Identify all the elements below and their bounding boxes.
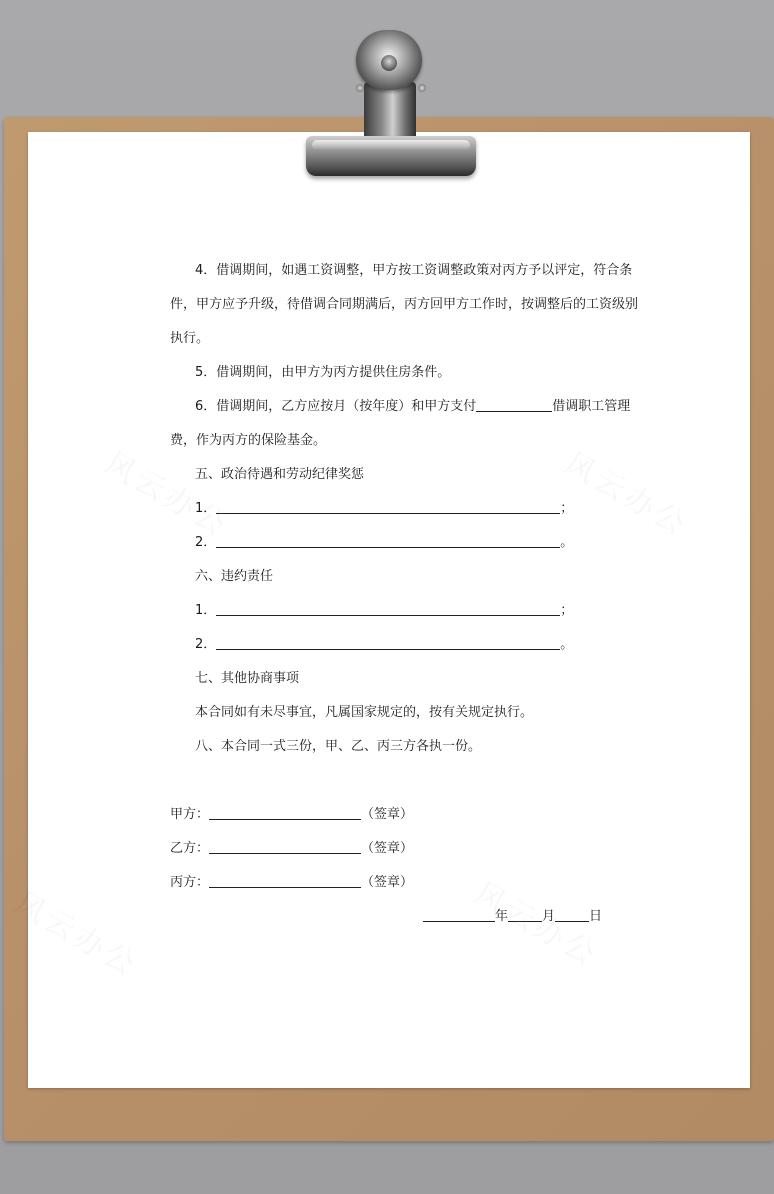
- section-8: 八、本合同一式三份，甲、乙、丙三方各执一份。: [195, 739, 482, 754]
- item-number: 1．: [195, 501, 217, 516]
- clause-4-line-1: 4．借调期间，如遇工资调整，甲方按工资调整政策对丙方予以评定，符合条: [195, 263, 633, 278]
- section-5-title: 五、政治待遇和劳动纪律奖惩: [195, 467, 365, 482]
- party-label: 甲方：: [170, 807, 210, 822]
- item-number: 2．: [195, 637, 217, 652]
- day-blank[interactable]: [555, 908, 589, 922]
- date-line: [423, 908, 602, 926]
- watermark: [98, 439, 238, 545]
- fill-blank[interactable]: [216, 636, 560, 650]
- section-5-item: [195, 500, 573, 518]
- fill-blank[interactable]: [216, 602, 560, 616]
- section-6-item: [195, 602, 573, 620]
- item-punct: 。: [560, 535, 574, 550]
- item-number: 2．: [195, 535, 217, 550]
- clause-6-text: 6．借调期间，乙方应按月（按年度）和甲方支付: [195, 399, 477, 414]
- day-label: 日: [589, 909, 603, 924]
- clause-4-line-2: 件，甲方应予升级，待借调合同期满后，丙方回甲方工作时，按调整后的工资级别: [170, 297, 639, 312]
- seal-label: （签章）: [361, 875, 414, 890]
- watermark: [8, 879, 148, 985]
- section-7-title: 七、其他协商事项: [195, 671, 300, 686]
- clause-5: 5．借调期间，由甲方为丙方提供住房条件。: [195, 365, 451, 380]
- section-6-title: 六、违约责任: [195, 569, 274, 584]
- item-number: 1．: [195, 603, 217, 618]
- month-label: 月: [542, 909, 556, 924]
- signature-blank[interactable]: [209, 874, 361, 888]
- item-punct: 。: [560, 637, 574, 652]
- signature-line: [170, 840, 413, 858]
- watermark: [558, 439, 698, 545]
- signature-blank[interactable]: [209, 840, 361, 854]
- clause-6-text-end: 借调职工管理: [552, 399, 631, 414]
- amount-blank[interactable]: [476, 398, 552, 412]
- month-blank[interactable]: [508, 908, 542, 922]
- section-5-item: [195, 534, 573, 552]
- year-label: 年: [495, 909, 509, 924]
- signature-line: [170, 806, 413, 824]
- seal-label: （签章）: [361, 807, 414, 822]
- clause-6-line-1: [195, 398, 630, 416]
- fill-blank[interactable]: [216, 500, 560, 514]
- item-punct: ；: [560, 501, 574, 516]
- section-7-text: 本合同如有未尽事宜，凡属国家规定的，按有关规定执行。: [195, 705, 534, 720]
- seal-label: （签章）: [361, 841, 414, 856]
- section-6-item: [195, 636, 573, 654]
- item-punct: ；: [560, 603, 574, 618]
- party-label: 乙方：: [170, 841, 210, 856]
- party-label: 丙方：: [170, 875, 210, 890]
- clause-6-line-2: 费，作为丙方的保险基金。: [170, 433, 327, 448]
- clause-4-line-3: 执行。: [170, 331, 210, 346]
- year-blank[interactable]: [423, 908, 495, 922]
- fill-blank[interactable]: [216, 534, 560, 548]
- signature-blank[interactable]: [209, 806, 361, 820]
- signature-line: [170, 874, 413, 892]
